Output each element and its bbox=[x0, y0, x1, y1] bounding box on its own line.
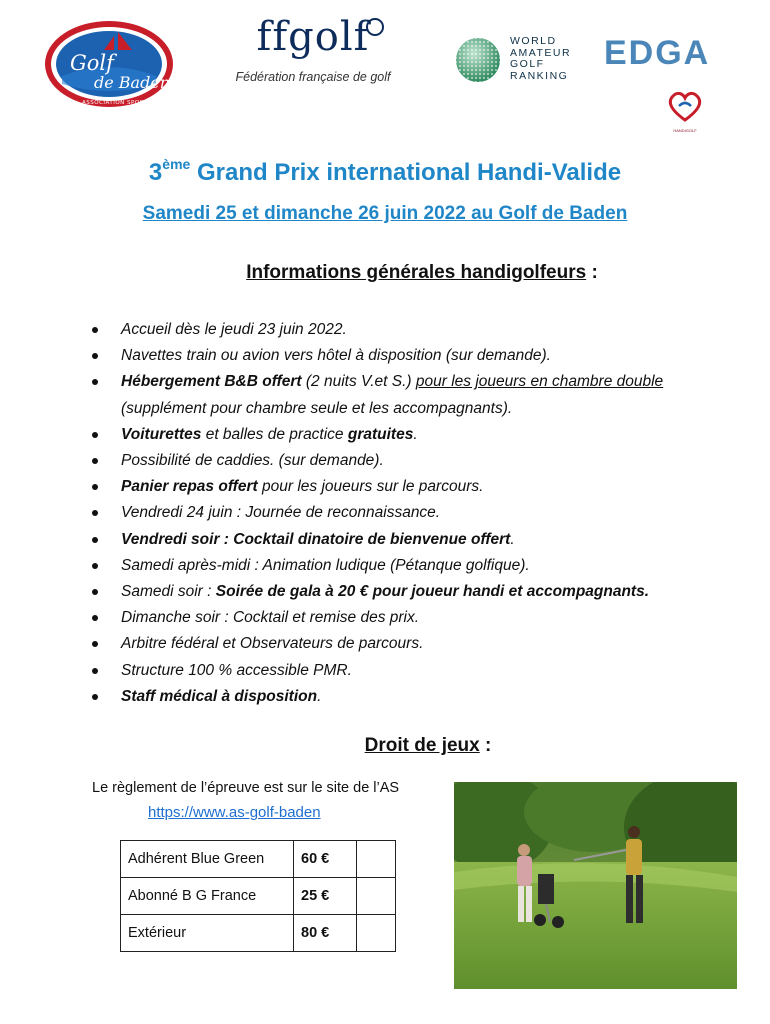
list-item-text: Hébergement B&B offert bbox=[121, 373, 302, 391]
list-item-text: . bbox=[317, 687, 322, 705]
ffgolf-subtitle: Fédération française de golf bbox=[235, 70, 391, 84]
baden-logo-line2: de Baden bbox=[94, 73, 171, 92]
handigolf-heart-icon bbox=[665, 90, 705, 124]
list-item-text: Vendredi soir : Cocktail dinatoire de bienvenue offert bbox=[121, 530, 511, 548]
list-item-text: Samedi soir : bbox=[121, 583, 216, 601]
list-item-text: (supplément pour chambre seule et les accompagnants). bbox=[121, 399, 513, 417]
golfers-photo bbox=[454, 782, 737, 989]
list-item bbox=[92, 684, 752, 710]
list-item bbox=[92, 631, 752, 657]
club-website-link[interactable]: https://www.as-golf-baden bbox=[148, 804, 321, 821]
list-item-text: (2 nuits V.et S.) bbox=[301, 373, 416, 391]
info-list bbox=[92, 317, 752, 710]
list-item-text: Accueil dès le jeudi 23 juin 2022. bbox=[121, 321, 347, 338]
list-item bbox=[92, 500, 752, 526]
list-item-text: Panier repas offert bbox=[121, 478, 258, 496]
list-item bbox=[92, 474, 752, 500]
ffgolf-logo bbox=[218, 14, 408, 98]
fee-price: 80 € bbox=[294, 915, 357, 952]
wagr-logo bbox=[454, 36, 584, 86]
list-item-text: Structure 100 % accessible PMR. bbox=[121, 661, 352, 679]
fee-label: Abonné B G France bbox=[121, 878, 294, 915]
info-section-colon: : bbox=[586, 262, 598, 283]
fees-section-colon: : bbox=[479, 735, 492, 756]
fee-price: 60 € bbox=[294, 841, 357, 878]
rules-text: Le règlement de l’épreuve est sur le site de l’AS bbox=[92, 780, 400, 796]
page-title bbox=[0, 156, 770, 187]
golf-de-baden-logo bbox=[42, 18, 176, 110]
fee-empty-cell bbox=[357, 841, 396, 878]
title-text: Grand Prix international Handi-Valide bbox=[190, 159, 622, 186]
list-item bbox=[92, 658, 752, 684]
list-item-text: . bbox=[413, 425, 418, 443]
event-dates: Samedi 25 et dimanche 26 juin 2022 au Golf de Baden bbox=[142, 203, 628, 224]
list-item-text: Samedi après-midi : Animation ludique (Pétanque golfique). bbox=[121, 556, 530, 574]
ffgolf-emblem-icon bbox=[366, 18, 384, 36]
table-row bbox=[121, 878, 396, 915]
list-item bbox=[92, 605, 752, 631]
list-item-text: . bbox=[510, 530, 515, 548]
list-item-text: et balles de practice bbox=[201, 425, 348, 443]
wagr-line3: GOLF bbox=[510, 58, 545, 70]
wagr-line1: WORLD bbox=[510, 35, 557, 47]
list-item-text: pour les joueurs en chambre double bbox=[415, 373, 664, 391]
table-row bbox=[121, 841, 396, 878]
fee-label: Extérieur bbox=[121, 915, 294, 952]
list-item-text: Navettes train ou avion vers hôtel à disposition (sur demande). bbox=[121, 347, 551, 365]
fee-empty-cell bbox=[357, 915, 396, 952]
fees-table bbox=[120, 840, 396, 952]
list-item bbox=[92, 317, 752, 343]
table-row bbox=[121, 915, 396, 952]
title-ordinal: 3 bbox=[148, 159, 163, 186]
ffgolf-wordmark: ffgolf bbox=[256, 14, 370, 60]
list-item bbox=[92, 579, 752, 605]
list-item-text: gratuites bbox=[347, 425, 414, 443]
info-section-label: Informations générales handigolfeurs bbox=[246, 262, 587, 283]
list-item-text: Vendredi 24 juin : Journée de reconnaissance. bbox=[121, 504, 441, 522]
list-item-text: pour les joueurs sur le parcours. bbox=[257, 478, 484, 496]
wagr-line4: RANKING bbox=[510, 69, 569, 82]
fee-empty-cell bbox=[357, 878, 396, 915]
list-item bbox=[92, 343, 752, 369]
fees-section-heading bbox=[0, 735, 770, 757]
list-item-text: Soirée de gala à 20 € pour joueur handi et accompagnants. bbox=[215, 583, 650, 601]
list-item-text: Arbitre fédéral et Observateurs de parcours. bbox=[121, 635, 424, 653]
baden-logo-line1: Golf bbox=[70, 51, 114, 75]
list-item-text: Possibilité de caddies. (sur demande). bbox=[121, 452, 384, 470]
handigolf-text: HANDIGOLF bbox=[673, 128, 697, 133]
handigolf-logo bbox=[665, 90, 705, 134]
wagr-line2: AMATEUR bbox=[510, 46, 572, 59]
list-item bbox=[92, 422, 752, 448]
fees-section-label: Droit de jeux bbox=[364, 735, 480, 756]
title-ordinal-suffix: ème bbox=[162, 156, 191, 172]
list-item bbox=[92, 369, 752, 421]
info-section-heading bbox=[0, 262, 770, 284]
list-item-text: Dimanche soir : Cocktail et remise des prix. bbox=[121, 609, 420, 627]
list-item bbox=[92, 553, 752, 579]
list-item bbox=[92, 527, 752, 553]
fee-price: 25 € bbox=[294, 878, 357, 915]
fee-label: Adhérent Blue Green bbox=[121, 841, 294, 878]
list-item-text: Staff médical à disposition bbox=[121, 687, 318, 705]
list-item-text: Voiturettes bbox=[121, 425, 202, 443]
golf-ball-icon bbox=[454, 36, 502, 84]
edga-logo: EDGA bbox=[604, 34, 711, 72]
baden-logo-ring-text: ASSOCIATION SPORTIVE bbox=[82, 100, 158, 106]
list-item bbox=[92, 448, 752, 474]
